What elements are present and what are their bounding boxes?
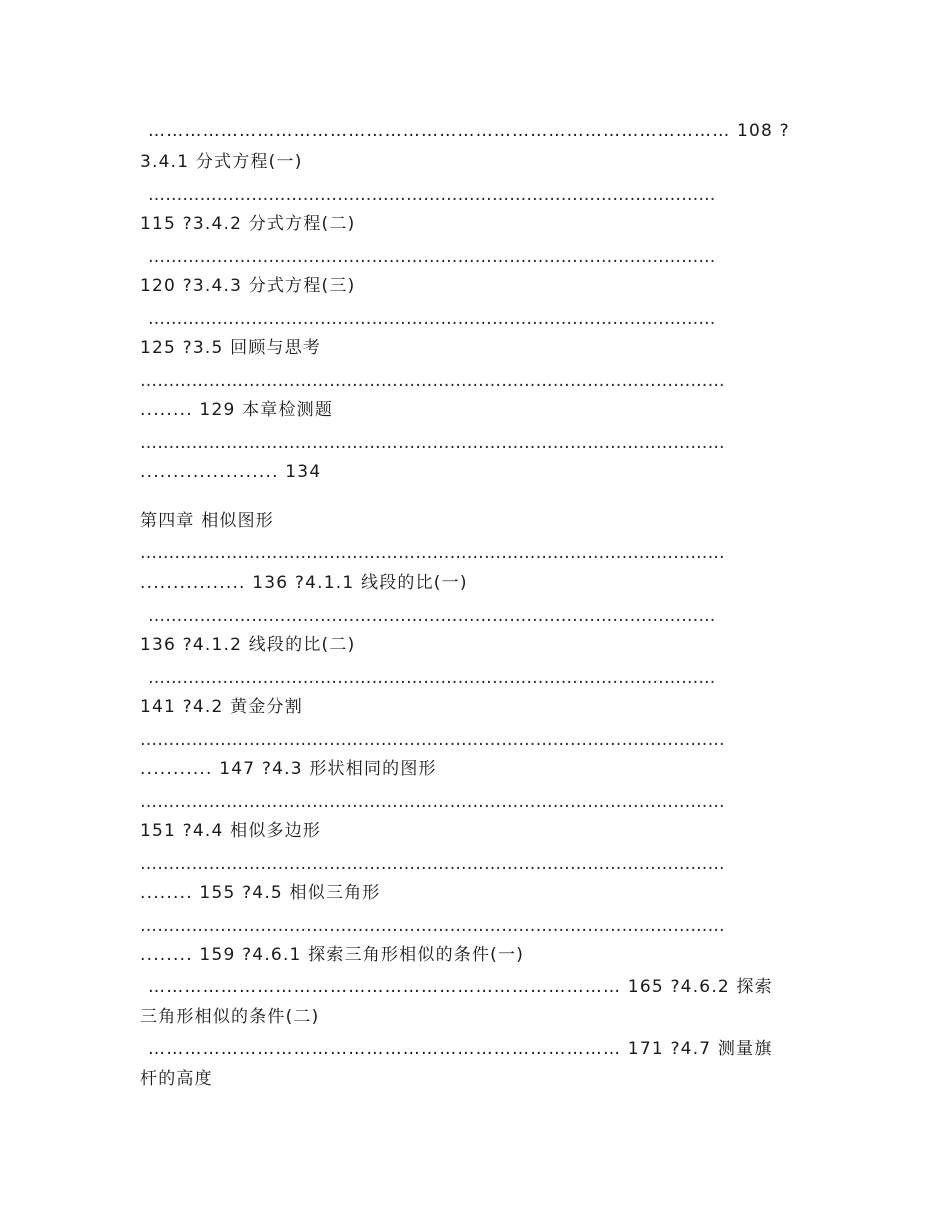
- toc-leader-dots: …………………………………………………………………………………………: [140, 854, 725, 874]
- toc-leader-dots: …………………………………………………………………………………………: [140, 371, 725, 391]
- toc-line: …………………………………………………………………………………… 108 ?: [148, 121, 790, 141]
- toc-line: ........ 159 ?4.6.1 探索三角形相似的条件(一): [140, 945, 525, 965]
- toc-line: ..................... 134: [140, 462, 322, 482]
- toc-leader-dots: ………………………………………………………………………………………: [148, 247, 716, 267]
- toc-line: 3.4.1 分式方程(一): [140, 152, 303, 172]
- toc-line: 三角形相似的条件(二): [140, 1007, 320, 1027]
- toc-line: ........... 147 ?4.3 形状相同的图形: [140, 759, 437, 779]
- toc-line: …………………………………………………………………… 165 ?4.6.2 探索: [148, 977, 773, 997]
- toc-line: 151 ?4.4 相似多边形: [140, 821, 322, 841]
- chapter-heading: 第四章 相似图形: [140, 511, 275, 531]
- toc-line: …………………………………………………………………… 171 ?4.7 测量旗: [148, 1039, 773, 1059]
- toc-line: 120 ?3.4.3 分式方程(三): [140, 276, 356, 296]
- toc-leader-dots: …………………………………………………………………………………………: [140, 916, 725, 936]
- toc-leader-dots: …………………………………………………………………………………………: [140, 433, 725, 453]
- toc-line: 141 ?4.2 黄金分割: [140, 697, 303, 717]
- toc-leader-dots: ………………………………………………………………………………………: [148, 668, 716, 688]
- toc-leader-dots: …………………………………………………………………………………………: [140, 730, 725, 750]
- toc-leader-dots: ………………………………………………………………………………………: [148, 185, 716, 205]
- toc-leader-dots: ………………………………………………………………………………………: [148, 309, 716, 329]
- toc-line: ........ 155 ?4.5 相似三角形: [140, 883, 381, 903]
- toc-line: ................ 136 ?4.1.1 线段的比(一): [140, 573, 468, 593]
- toc-line: 115 ?3.4.2 分式方程(二): [140, 214, 356, 234]
- toc-line: 125 ?3.5 回顾与思考: [140, 338, 322, 358]
- toc-line: 杆的高度: [140, 1069, 213, 1089]
- toc-leader-dots: ………………………………………………………………………………………: [148, 606, 716, 626]
- toc-line: 136 ?4.1.2 线段的比(二): [140, 635, 356, 655]
- toc-leader-dots: …………………………………………………………………………………………: [140, 543, 725, 563]
- toc-leader-dots: …………………………………………………………………………………………: [140, 792, 725, 812]
- toc-line: ........ 129 本章检测题: [140, 400, 334, 420]
